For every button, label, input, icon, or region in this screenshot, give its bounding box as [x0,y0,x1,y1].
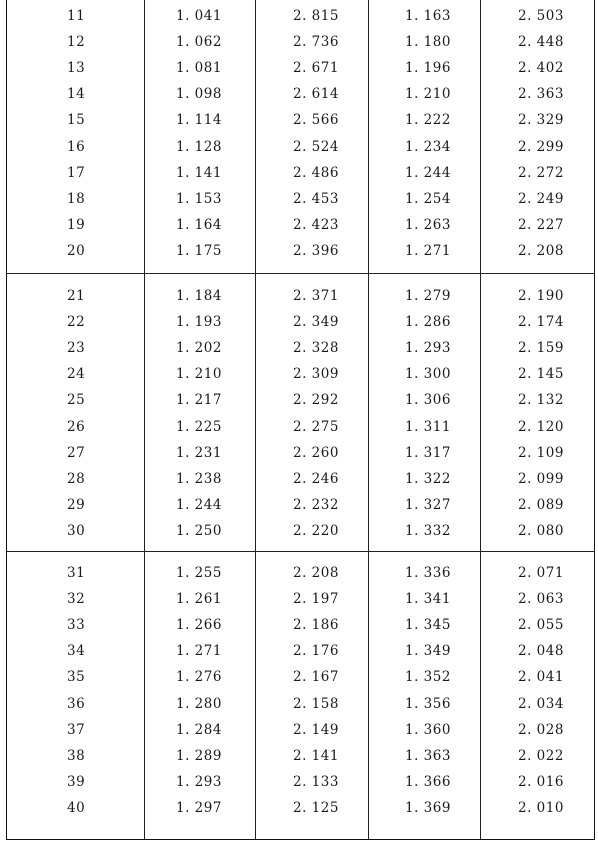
table-row [7,211,594,239]
value-cell: 2. 197 [293,591,339,608]
value-cell: 2. 048 [518,643,564,660]
value-cell: 2. 141 [293,747,339,764]
table-row [7,559,594,587]
table-row [7,282,594,310]
value-cell: 1. 271 [176,643,222,660]
value-cell: 2. 260 [293,444,339,461]
row-index-cell: 11 [67,8,86,24]
row-index-cell: 16 [67,138,86,155]
data-table [6,0,595,840]
value-cell: 2. 159 [518,340,564,357]
row-index-cell: 37 [67,721,86,738]
value-cell: 2. 125 [293,799,339,816]
value-cell: 2. 063 [518,591,564,608]
value-cell: 1. 254 [405,190,451,207]
value-cell: 2. 158 [293,695,339,712]
value-cell: 2. 448 [518,34,564,51]
value-cell: 1. 180 [405,34,451,51]
value-cell: 1. 297 [176,799,222,816]
value-cell: 1. 238 [176,470,222,487]
value-cell: 1. 366 [405,773,451,790]
table-row [7,2,594,30]
row-index-cell: 23 [67,340,86,357]
table-row [7,585,594,613]
value-cell: 2. 275 [293,418,339,435]
value-cell: 1. 175 [176,242,222,259]
table-row [7,439,594,467]
value-cell: 1. 266 [176,617,222,634]
table-row [7,491,594,519]
table-row [7,159,594,187]
row-index-cell: 18 [67,190,86,207]
row-index-cell: 22 [67,314,86,331]
value-cell: 1. 280 [176,695,222,712]
value-cell: 2. 566 [293,112,339,129]
value-cell: 1. 341 [405,591,451,608]
table-row [7,133,594,161]
value-cell: 1. 336 [405,565,451,581]
table-row [7,716,594,744]
value-cell: 1. 360 [405,721,451,738]
value-cell: 1. 202 [176,340,222,357]
group-divider [7,273,594,274]
value-cell: 1. 231 [176,444,222,461]
row-index-cell: 28 [67,470,86,487]
value-cell: 1. 210 [176,366,222,383]
table-row [7,465,594,493]
row-index-cell: 19 [67,216,86,233]
value-cell: 2. 402 [518,60,564,77]
table-row [7,28,594,56]
table-row [7,80,594,108]
value-cell: 2. 232 [293,496,339,513]
value-cell: 1. 128 [176,138,222,155]
value-cell: 1. 286 [405,314,451,331]
row-index-cell: 12 [67,34,86,51]
value-cell: 2. 080 [518,522,564,539]
group-divider [7,551,594,552]
row-index-cell: 33 [67,617,86,634]
value-cell: 1. 271 [405,242,451,259]
value-cell: 2. 120 [518,418,564,435]
row-index-cell: 30 [67,522,86,539]
table-row [7,611,594,639]
value-cell: 2. 016 [518,773,564,790]
value-cell: 2. 299 [518,138,564,155]
value-cell: 1. 163 [405,8,451,24]
value-cell: 1. 276 [176,669,222,686]
value-cell: 1. 244 [405,164,451,181]
value-cell: 1. 210 [405,86,451,103]
value-cell: 1. 332 [405,522,451,539]
value-cell: 2. 176 [293,643,339,660]
row-index-cell: 20 [67,242,86,259]
value-cell: 2. 292 [293,392,339,409]
value-cell: 1. 234 [405,138,451,155]
value-cell: 1. 317 [405,444,451,461]
row-index-cell: 31 [67,565,86,581]
value-cell: 1. 289 [176,747,222,764]
value-cell: 2. 349 [293,314,339,331]
value-cell: 1. 141 [176,164,222,181]
value-cell: 2. 453 [293,190,339,207]
value-cell: 1. 363 [405,747,451,764]
value-cell: 2. 174 [518,314,564,331]
value-cell: 1. 217 [176,392,222,409]
table-row [7,517,594,545]
table-row [7,237,594,265]
value-cell: 2. 167 [293,669,339,686]
value-cell: 2. 133 [293,773,339,790]
value-cell: 2. 272 [518,164,564,181]
value-cell: 2. 736 [293,34,339,51]
row-index-cell: 34 [67,643,86,660]
table-row [7,308,594,336]
value-cell: 1. 293 [176,773,222,790]
value-cell: 2. 815 [293,8,339,24]
value-cell: 1. 293 [405,340,451,357]
value-cell: 2. 132 [518,392,564,409]
table-row [7,663,594,691]
value-cell: 2. 149 [293,721,339,738]
table-row [7,54,594,82]
value-cell: 2. 486 [293,164,339,181]
value-cell: 1. 164 [176,216,222,233]
value-cell: 1. 356 [405,695,451,712]
value-cell: 1. 284 [176,721,222,738]
value-cell: 1. 322 [405,470,451,487]
value-cell: 2. 220 [293,522,339,539]
table-row [7,742,594,770]
table-row [7,360,594,388]
row-index-cell: 40 [67,799,86,816]
table-row [7,185,594,213]
value-cell: 1. 306 [405,392,451,409]
value-cell: 2. 329 [518,112,564,129]
value-cell: 1. 225 [176,418,222,435]
row-index-cell: 17 [67,164,86,181]
row-index-cell: 24 [67,366,86,383]
value-cell: 1. 255 [176,565,222,581]
value-cell: 2. 614 [293,86,339,103]
value-cell: 1. 263 [405,216,451,233]
row-index-cell: 13 [67,60,86,77]
row-index-cell: 39 [67,773,86,790]
value-cell: 2. 034 [518,695,564,712]
table-row [7,413,594,441]
value-cell: 1. 352 [405,669,451,686]
value-cell: 1. 279 [405,288,451,304]
row-index-cell: 25 [67,392,86,409]
value-cell: 1. 114 [176,112,222,129]
value-cell: 1. 041 [176,8,222,24]
value-cell: 2. 145 [518,366,564,383]
value-cell: 2. 055 [518,617,564,634]
value-cell: 2. 423 [293,216,339,233]
value-cell: 2. 328 [293,340,339,357]
value-cell: 2. 363 [518,86,564,103]
value-cell: 2. 208 [293,565,339,581]
value-cell: 1. 244 [176,496,222,513]
row-index-cell: 26 [67,418,86,435]
value-cell: 1. 098 [176,86,222,103]
value-cell: 2. 071 [518,565,564,581]
value-cell: 2. 396 [293,242,339,259]
value-cell: 1. 349 [405,643,451,660]
value-cell: 2. 249 [518,190,564,207]
table-row [7,637,594,665]
value-cell: 1. 327 [405,496,451,513]
table-row [7,690,594,718]
value-cell: 1. 081 [176,60,222,77]
table-row [7,334,594,362]
value-cell: 1. 345 [405,617,451,634]
value-cell: 2. 671 [293,60,339,77]
value-cell: 2. 186 [293,617,339,634]
value-cell: 2. 099 [518,470,564,487]
value-cell: 1. 196 [405,60,451,77]
row-index-cell: 29 [67,496,86,513]
row-index-cell: 36 [67,695,86,712]
value-cell: 1. 184 [176,288,222,304]
value-cell: 2. 022 [518,747,564,764]
value-cell: 2. 371 [293,288,339,304]
value-cell: 2. 227 [518,216,564,233]
row-index-cell: 35 [67,669,86,686]
value-cell: 1. 311 [405,418,451,435]
row-index-cell: 38 [67,747,86,764]
value-cell: 2. 524 [293,138,339,155]
value-cell: 1. 369 [405,799,451,816]
value-cell: 2. 089 [518,496,564,513]
value-cell: 2. 041 [518,669,564,686]
value-cell: 1. 250 [176,522,222,539]
table-row [7,106,594,134]
table-row [7,768,594,796]
value-cell: 2. 309 [293,366,339,383]
value-cell: 1. 193 [176,314,222,331]
value-cell: 1. 261 [176,591,222,608]
row-index-cell: 21 [67,288,86,304]
row-index-cell: 14 [67,86,86,103]
value-cell: 2. 109 [518,444,564,461]
value-cell: 2. 503 [518,8,564,24]
value-cell: 2. 028 [518,721,564,738]
table-row [7,794,594,822]
value-cell: 1. 153 [176,190,222,207]
value-cell: 2. 246 [293,470,339,487]
value-cell: 1. 062 [176,34,222,51]
value-cell: 2. 190 [518,288,564,304]
value-cell: 2. 010 [518,799,564,816]
value-cell: 1. 300 [405,366,451,383]
value-cell: 1. 222 [405,112,451,129]
row-index-cell: 32 [67,591,86,608]
table-row [7,386,594,414]
row-index-cell: 15 [67,112,86,129]
row-index-cell: 27 [67,444,86,461]
value-cell: 2. 208 [518,242,564,259]
